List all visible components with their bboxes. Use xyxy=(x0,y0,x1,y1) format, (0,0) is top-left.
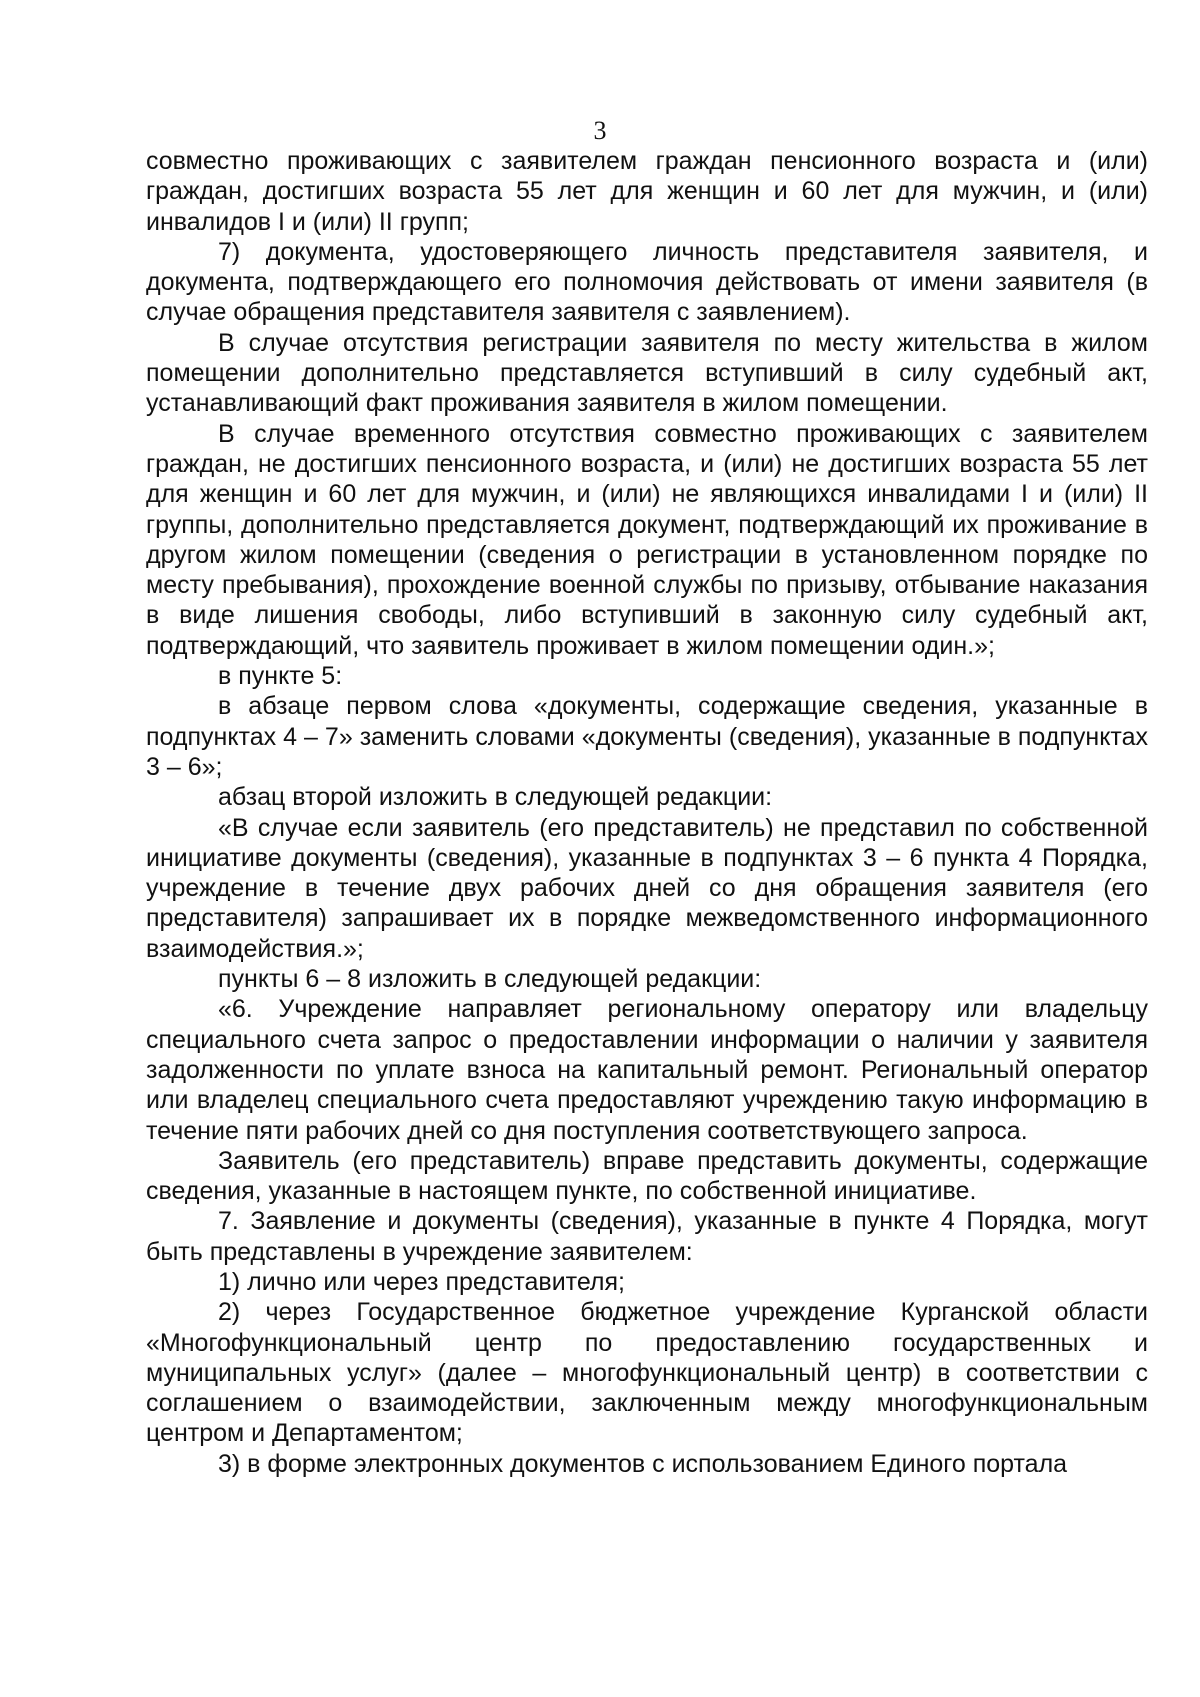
paragraph-clause-6-applicant: Заявитель (его представитель) вправе представить документы, содержащие сведения, указанные в настоящем пункте, по собственной инициативе. xyxy=(146,1146,1148,1206)
paragraph-continuation: совместно проживающих с заявителем граждан пенсионного возраста и (или) граждан, достигших возраста 55 лет для женщин и 60 лет для мужчин, и (или) инвалидов I и (или) II групп; xyxy=(146,147,1148,236)
paragraph-clause-7-item-2: 2) через Государственное бюджетное учреждение Курганской области «Многофункциональный центр по предоставлению государственных и муниципальных услуг» (далее – многофункциональный центр) в соответствии с соглашением о взаимодействии, заключенным между многофункциональным центром и Департаментом; xyxy=(146,1298,1148,1448)
paragraph-clauses-6-8-heading: пункты 6 – 8 изложить в следующей редакции: xyxy=(218,965,762,994)
paragraph-item-7: 7) документа, удостоверяющего личность представителя заявителя, и документа, подтверждающего его полномочия действовать от имени заявителя (в случае обращения представителя заявителя с заявлением). xyxy=(146,237,1148,327)
paragraph-clause-7-item-3: 3) в форме электронных документов с использованием Единого портала xyxy=(218,1449,1068,1478)
paragraph-clause-5-first: в абзаце первом слова «документы, содержащие сведения, указанные в подпунктах 4 – 7» заменить словами «документы (сведения), указанные в подпунктах 3 – 6»; xyxy=(146,692,1148,781)
paragraph-clause-7: 7. Заявление и документы (сведения), указанные в пункте 4 Порядка, могут быть представлены в учреждение заявителем: xyxy=(146,1207,1148,1266)
paragraph-clause-7-item-1: 1) лично или через представителя; xyxy=(218,1267,625,1296)
paragraph-clause-5-second-text: «В случае если заявитель (его представитель) не представил по собственной инициативе документы (сведения), указанные в подпунктах 3 – 6 пункта 4 Порядка, учреждение в течение двух рабочих дней со дня обращения заявителя (его представителя) запрашивает их в порядке межведомственного информационного взаимодействия.»; xyxy=(146,813,1148,963)
paragraph-temporary-absence: В случае временного отсутствия совместно проживающих с заявителем граждан, не достигших пенсионного возраста, и (или) не достигших возраста 55 лет для женщин и 60 лет для мужчин, и (или) не являющихся инвалидами I и (или) II группы, дополнительно представляется документ, подтверждающий их проживание в другом жилом помещении (сведения о регистрации в установленном порядке по месту пребывания), прохождение военной службы по призыву, отбывание наказания в виде лишения свободы, либо вступивший в законную силу судебный акт, подтверждающий, что заявитель проживает в жилом помещении один.»; xyxy=(146,419,1148,660)
paragraph-clause-5-heading: в пункте 5: xyxy=(218,662,343,691)
document-body xyxy=(146,146,1148,1479)
paragraph-no-registration: В случае отсутствия регистрации заявителя по месту жительства в жилом помещении дополнительно представляется вступивший в силу судебный акт, устанавливающий факт проживания заявителя в жилом помещении. xyxy=(146,328,1148,418)
page-number: 3 xyxy=(593,116,607,145)
paragraph-clause-5-second-heading: абзац второй изложить в следующей редакции: xyxy=(218,783,773,812)
paragraph-clause-6: «6. Учреждение направляет региональному оператору или владельцу специального счета запрос о предоставлении информации о наличии у заявителя задолженности по уплате взноса на капитальный ремонт. Региональный оператор или владелец специального счета предоставляют учреждению такую информацию в течение пяти рабочих дней со дня поступления соответствующего запроса. xyxy=(146,995,1148,1145)
